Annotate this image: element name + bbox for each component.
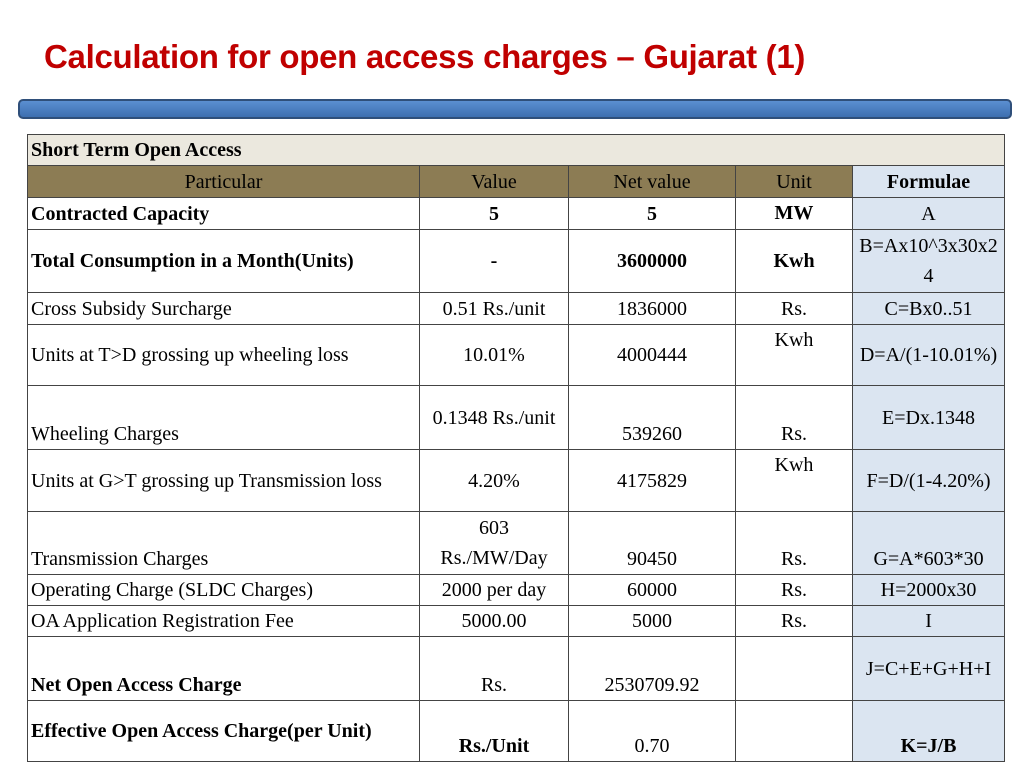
header-net-value: Net value — [569, 166, 736, 198]
table-row — [28, 512, 1005, 575]
table-row — [28, 575, 1005, 606]
net-value-cell: 3600000 — [569, 230, 736, 293]
particular-cell: Transmission Charges — [28, 512, 420, 575]
unit-cell: Kwh — [736, 450, 853, 512]
particular-cell: Operating Charge (SLDC Charges) — [28, 575, 420, 606]
formula-cell: C=Bx0..51 — [853, 293, 1005, 325]
unit-cell: Rs. — [736, 293, 853, 325]
header-value: Value — [420, 166, 569, 198]
formula-cell: E=Dx.1348 — [853, 386, 1005, 450]
formula-cell: A — [853, 198, 1005, 230]
unit-cell: Kwh — [736, 230, 853, 293]
formula-cell: G=A*603*30 — [853, 512, 1005, 575]
value-cell: 5 — [420, 198, 569, 230]
value-cell: 0.51 Rs./unit — [420, 293, 569, 325]
particular-cell: Effective Open Access Charge(per Unit) — [28, 701, 420, 762]
value-cell: Rs./Unit — [420, 701, 569, 762]
net-value-cell: 5000 — [569, 606, 736, 637]
particular-cell: Wheeling Charges — [28, 386, 420, 450]
slide-title: Calculation for open access charges – Gujarat (1) — [44, 38, 806, 75]
net-value-cell: 0.70 — [569, 701, 736, 762]
formula-cell: J=C+E+G+H+I — [853, 637, 1005, 701]
table-row — [28, 637, 1005, 701]
title-divider-bar — [18, 99, 1012, 119]
unit-cell: Rs. — [736, 386, 853, 450]
table-row — [28, 230, 1005, 293]
formula-cell: H=2000x30 — [853, 575, 1005, 606]
particular-cell: Units at T>D grossing up wheeling loss — [28, 325, 420, 386]
value-cell: 10.01% — [420, 325, 569, 386]
open-access-charges-table — [27, 134, 1005, 762]
net-value-cell: 2530709.92 — [569, 637, 736, 701]
table-row — [28, 198, 1005, 230]
particular-cell: OA Application Registration Fee — [28, 606, 420, 637]
value-cell: 4.20% — [420, 450, 569, 512]
value-cell: 2000 per day — [420, 575, 569, 606]
value-cell: 603 Rs./MW/Day — [420, 512, 569, 575]
table-row — [28, 606, 1005, 637]
table-row — [28, 450, 1005, 512]
net-value-cell: 5 — [569, 198, 736, 230]
header-unit: Unit — [736, 166, 853, 198]
particular-cell: Total Consumption in a Month(Units) — [28, 230, 420, 293]
value-cell: Rs. — [420, 637, 569, 701]
unit-cell: MW — [736, 198, 853, 230]
unit-cell: Rs. — [736, 575, 853, 606]
formula-cell: D=A/(1-10.01%) — [853, 325, 1005, 386]
value-cell: - — [420, 230, 569, 293]
table-row — [28, 701, 1005, 762]
particular-cell: Net Open Access Charge — [28, 637, 420, 701]
particular-cell: Contracted Capacity — [28, 198, 420, 230]
formula-cell: K=J/B — [853, 701, 1005, 762]
formula-cell: B=Ax10^3x30x24 — [853, 230, 1005, 293]
table-row — [28, 293, 1005, 325]
formula-cell: F=D/(1-4.20%) — [853, 450, 1005, 512]
net-value-cell: 60000 — [569, 575, 736, 606]
unit-cell: Kwh — [736, 325, 853, 386]
unit-cell: Rs. — [736, 606, 853, 637]
header-particular: Particular — [28, 166, 420, 198]
net-value-cell: 4175829 — [569, 450, 736, 512]
value-cell: 0.1348 Rs./unit — [420, 386, 569, 450]
value-cell: 5000.00 — [420, 606, 569, 637]
particular-cell: Cross Subsidy Surcharge — [28, 293, 420, 325]
section-header: Short Term Open Access — [28, 135, 1005, 166]
table-row — [28, 325, 1005, 386]
particular-cell: Units at G>T grossing up Transmission loss — [28, 450, 420, 512]
net-value-cell: 1836000 — [569, 293, 736, 325]
header-formulae: Formulae — [853, 166, 1005, 198]
unit-cell: Rs. — [736, 512, 853, 575]
unit-cell — [736, 637, 853, 701]
net-value-cell: 4000444 — [569, 325, 736, 386]
formula-cell: I — [853, 606, 1005, 637]
unit-cell — [736, 701, 853, 762]
net-value-cell: 539260 — [569, 386, 736, 450]
net-value-cell: 90450 — [569, 512, 736, 575]
table-row — [28, 386, 1005, 450]
